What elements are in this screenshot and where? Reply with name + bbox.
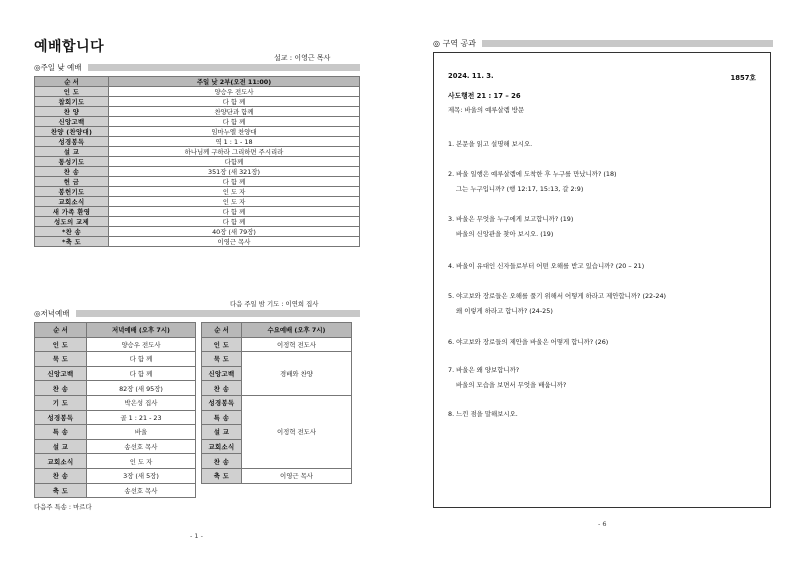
- table-row: [35, 97, 360, 107]
- morning-worship-table: [34, 76, 360, 247]
- order-value: 양승우 전도사: [87, 337, 196, 352]
- question-subline: 그는 누구입니까? (행 12:17, 15:13, 갈 2:9): [456, 185, 584, 193]
- order-value: 양승우 전도사: [109, 87, 360, 97]
- table-row: [202, 337, 352, 352]
- evening-section-heading: [34, 308, 360, 319]
- header-cell: 수요예배 (오후 7시): [242, 323, 352, 338]
- order-label: 성경봉독: [35, 410, 87, 425]
- order-label: 찬 송: [35, 381, 87, 396]
- order-value: 인 도 자: [87, 454, 196, 469]
- order-value: 이영근 목사: [242, 468, 352, 483]
- order-value: 하나님께 구하라 그리하면 주시리라: [109, 147, 360, 157]
- order-value: 경배와 찬양: [242, 352, 352, 396]
- question-line: 4. 바울이 유대인 신자들로부터 어떤 오해를 받고 있습니까? (20 – 21): [448, 262, 645, 270]
- heading-bar: [482, 40, 773, 47]
- table-row: [35, 227, 360, 237]
- order-label: 신앙고백: [35, 366, 87, 381]
- order-label: 성도의 교제: [35, 217, 109, 227]
- order-label: 특 송: [202, 410, 242, 425]
- order-label: 신앙고백: [202, 366, 242, 381]
- table-row: [35, 352, 196, 367]
- study-panel: [433, 52, 771, 508]
- order-label: 봉헌기도: [35, 187, 109, 197]
- order-value: 이정혁 전도사: [242, 337, 352, 352]
- heading-bar: [88, 64, 360, 71]
- page-title: 예배합니다: [34, 39, 105, 55]
- order-label: 찬 송: [35, 468, 87, 483]
- table-row: [35, 117, 360, 127]
- order-value: 골 1 : 21 - 23: [87, 410, 196, 425]
- order-label: 축 도: [202, 468, 242, 483]
- order-label: 성경봉독: [202, 395, 242, 410]
- header-cell: 저녁예배 (오후 7시): [87, 323, 196, 338]
- order-label: *찬 송: [35, 227, 109, 237]
- table-row: [35, 454, 196, 469]
- order-value: 다 함 께: [109, 207, 360, 217]
- order-label: 통성기도: [35, 157, 109, 167]
- table-row: [35, 366, 196, 381]
- order-label: 특 송: [35, 425, 87, 440]
- preacher-line: 설교 : 이영근 목사: [274, 54, 331, 62]
- order-value: 다함께: [109, 157, 360, 167]
- order-value: 다 함 께: [109, 97, 360, 107]
- morning-heading-text: ◎주일 낮 예배: [34, 63, 82, 72]
- table-row: [35, 197, 360, 207]
- order-value: 다 함 께: [109, 217, 360, 227]
- question-line: 2. 바울 일행은 예루살렘에 도착한 후 누구를 만났니까? (18): [448, 170, 617, 178]
- order-label: 헌 금: [35, 177, 109, 187]
- order-label: 찬 송: [35, 167, 109, 177]
- order-label: 설 교: [35, 439, 87, 454]
- order-label: 교회소식: [35, 197, 109, 207]
- header-cell: 순 서: [35, 323, 87, 338]
- scripture-reference: 사도행전 21 : 17 – 26: [448, 92, 521, 100]
- table-header-row: [35, 323, 196, 338]
- question-line: 6. 야고보와 장로들의 제안을 바울은 어떻게 합니까? (26): [448, 338, 609, 346]
- order-value: 다 함 께: [109, 117, 360, 127]
- order-label: 설 교: [202, 425, 242, 440]
- order-label: 찬양 (찬양대): [35, 127, 109, 137]
- table-row: [35, 107, 360, 117]
- order-label: 인 도: [35, 337, 87, 352]
- order-value: 역 1 : 1 - 18: [109, 137, 360, 147]
- table-row: [35, 207, 360, 217]
- header-cell: 주일 낮 2부(오전 11:00): [109, 77, 360, 87]
- question-subline: 바울의 신앙관을 찾아 보시오. (19): [456, 230, 554, 238]
- question-line: 5. 야고보와 장로들은 오해를 풀기 위해서 어떻게 하라고 제안합니까? (22-24): [448, 292, 667, 300]
- question-line: 3. 바울은 무엇을 누구에게 보고합니까? (19): [448, 215, 574, 223]
- special-song-note: 다음주 특송 : 마르다: [34, 503, 92, 511]
- question-subline: 왜 이렇게 하라고 합니까? (24-25): [456, 307, 553, 315]
- table-row: [35, 395, 196, 410]
- order-label: 찬 양: [35, 107, 109, 117]
- table-row: [35, 410, 196, 425]
- question-line: 7. 바울은 왜 양보합니까?: [448, 366, 520, 374]
- order-value: 다 함 께: [87, 366, 196, 381]
- order-value: 이영근 목사: [109, 237, 360, 247]
- order-label: 축 도: [35, 483, 87, 498]
- table-row: [202, 352, 352, 367]
- table-row: [202, 395, 352, 410]
- order-value: 임마누엘 찬양대: [109, 127, 360, 137]
- table-row: [35, 167, 360, 177]
- order-label: 인 도: [35, 87, 109, 97]
- table-row: [35, 187, 360, 197]
- table-row: [35, 483, 196, 498]
- table-row: [35, 127, 360, 137]
- order-label: *축 도: [35, 237, 109, 247]
- order-label: 참회기도: [35, 97, 109, 107]
- order-label: 묵 도: [202, 352, 242, 367]
- question-line: 1. 본문을 읽고 설명해 보시오.: [448, 140, 533, 148]
- table-row: [35, 425, 196, 440]
- study-date: 2024. 11. 3.: [448, 72, 494, 80]
- right-page-number: - 6: [598, 520, 607, 528]
- order-value: 박은성 집사: [87, 395, 196, 410]
- table-row: [35, 137, 360, 147]
- table-row: [35, 147, 360, 157]
- question-subline: 바울의 모습을 보면서 무엇을 배웁니까?: [456, 381, 567, 389]
- order-value: 351장 (새 321장): [109, 167, 360, 177]
- order-value: 송선호 목사: [87, 439, 196, 454]
- order-label: 신앙고백: [35, 117, 109, 127]
- study-subject: 제목: 바울의 예루살렘 방문: [448, 106, 525, 114]
- study-section-heading: [433, 38, 773, 49]
- evening-worship-table: [34, 322, 196, 498]
- order-value: 이정혁 전도사: [242, 395, 352, 468]
- left-page-number: - 1 -: [190, 532, 203, 540]
- study-heading-text: ◎ 구역 공과: [433, 39, 476, 48]
- order-label: 묵 도: [35, 352, 87, 367]
- order-value: 인 도 자: [109, 187, 360, 197]
- order-label: 교회소식: [35, 454, 87, 469]
- order-value: 송선호 목사: [87, 483, 196, 498]
- order-value: 다 함 께: [109, 177, 360, 187]
- table-row: [35, 439, 196, 454]
- table-row: [35, 381, 196, 396]
- wednesday-worship-table: [201, 322, 352, 484]
- table-row: [35, 337, 196, 352]
- order-value: 40장 (새 79장): [109, 227, 360, 237]
- table-row: [35, 237, 360, 247]
- order-value: 인 도 자: [109, 197, 360, 207]
- header-cell: 순 서: [35, 77, 109, 87]
- table-row: [35, 468, 196, 483]
- order-label: 인 도: [202, 337, 242, 352]
- order-value: 3장 (새 5장): [87, 468, 196, 483]
- order-label: 기 도: [35, 395, 87, 410]
- morning-section-heading: [34, 62, 360, 73]
- order-value: 다 함 께: [87, 352, 196, 367]
- heading-bar: [76, 310, 360, 317]
- evening-heading-text: ◎저녁예배: [34, 309, 70, 318]
- table-row: [35, 217, 360, 227]
- table-row: [35, 157, 360, 167]
- order-value: 82장 (새 95장): [87, 381, 196, 396]
- order-value: 찬양단과 함께: [109, 107, 360, 117]
- issue-number: 1857호: [730, 74, 756, 82]
- table-header-row: [35, 77, 360, 87]
- table-row: [202, 468, 352, 483]
- order-label: 교회소식: [202, 439, 242, 454]
- order-label: 설 교: [35, 147, 109, 157]
- next-week-prayer: 다음 주일 밤 기도 : 이연희 집사: [230, 300, 319, 308]
- order-label: 찬 송: [202, 381, 242, 396]
- header-cell: 순 서: [202, 323, 242, 338]
- order-value: 바울: [87, 425, 196, 440]
- table-row: [35, 177, 360, 187]
- order-label: 새 가족 환영: [35, 207, 109, 217]
- order-label: 성경봉독: [35, 137, 109, 147]
- table-header-row: [202, 323, 352, 338]
- table-row: [35, 87, 360, 97]
- order-label: 찬 송: [202, 454, 242, 469]
- question-line: 8. 느낀 점을 말해보시오.: [448, 410, 518, 418]
